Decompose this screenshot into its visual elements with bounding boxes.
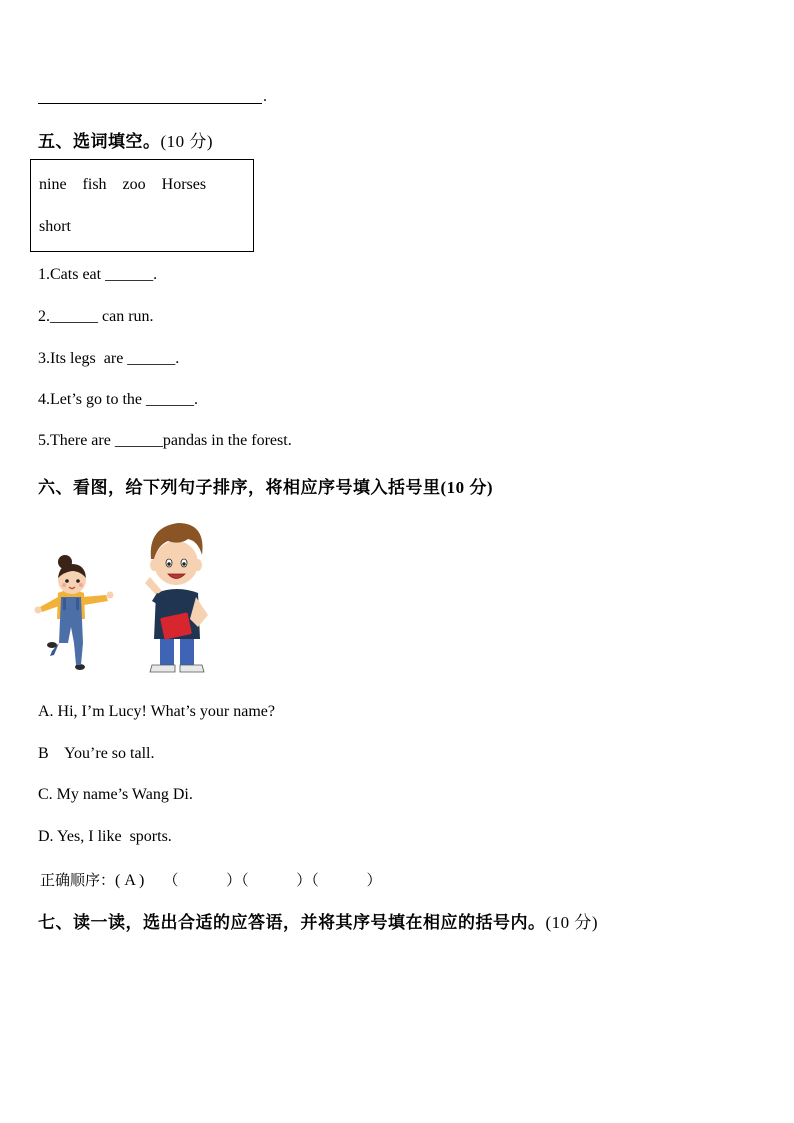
- correct-order-label: 正确顺序：: [40, 871, 116, 889]
- section-7-title: 七、读一读，选出合适的应答语，并将其序号填在相应的括号内。: [38, 913, 546, 933]
- sentence-a: A. Hi, I’m Lucy! What’s your name?: [38, 703, 275, 720]
- sentence-c: C. My name’s Wang Di.: [38, 786, 193, 803]
- order-first-answer: ( A ): [115, 872, 145, 889]
- order-answer-blanks: （ ）（ ）（ ）: [144, 871, 382, 889]
- section-6-title: 六、看图，给下列句子排序，将相应序号填入括号里: [38, 478, 441, 498]
- section-5-title: 五、选词填空。: [38, 132, 161, 152]
- boy-figure: [145, 523, 208, 672]
- section-7-heading: [38, 908, 598, 933]
- sentence-b: B You’re so tall.: [38, 745, 155, 762]
- word-bank-row-1: nine fish zoo Horses: [39, 176, 207, 193]
- answer-blank-line: [38, 86, 266, 106]
- word-bank-box: [30, 159, 254, 252]
- blank-end-mark: .: [263, 88, 267, 105]
- word-bank-row-2: short: [39, 218, 71, 235]
- girl-figure: [35, 555, 114, 670]
- fill-question-3: 3.Its legs are ______.: [38, 350, 180, 367]
- section-5-points: (10 分): [160, 132, 214, 151]
- correct-order-line: [40, 869, 381, 890]
- blank-underline: [38, 103, 262, 104]
- section-6-points: (10 分): [440, 478, 494, 497]
- sentence-d: D. Yes, I like sports.: [38, 828, 172, 845]
- fill-question-4: 4.Let’s go to the ______.: [38, 391, 198, 408]
- section-6-heading: [38, 473, 493, 498]
- fill-question-5: 5.There are ______pandas in the forest.: [38, 432, 292, 449]
- fill-question-1: 1.Cats eat ______.: [38, 266, 158, 283]
- section-7-points: (10 分): [545, 913, 599, 932]
- section-5-heading: [38, 127, 213, 152]
- fill-question-2: 2.______ can run.: [38, 308, 154, 325]
- kids-illustration: [30, 515, 220, 685]
